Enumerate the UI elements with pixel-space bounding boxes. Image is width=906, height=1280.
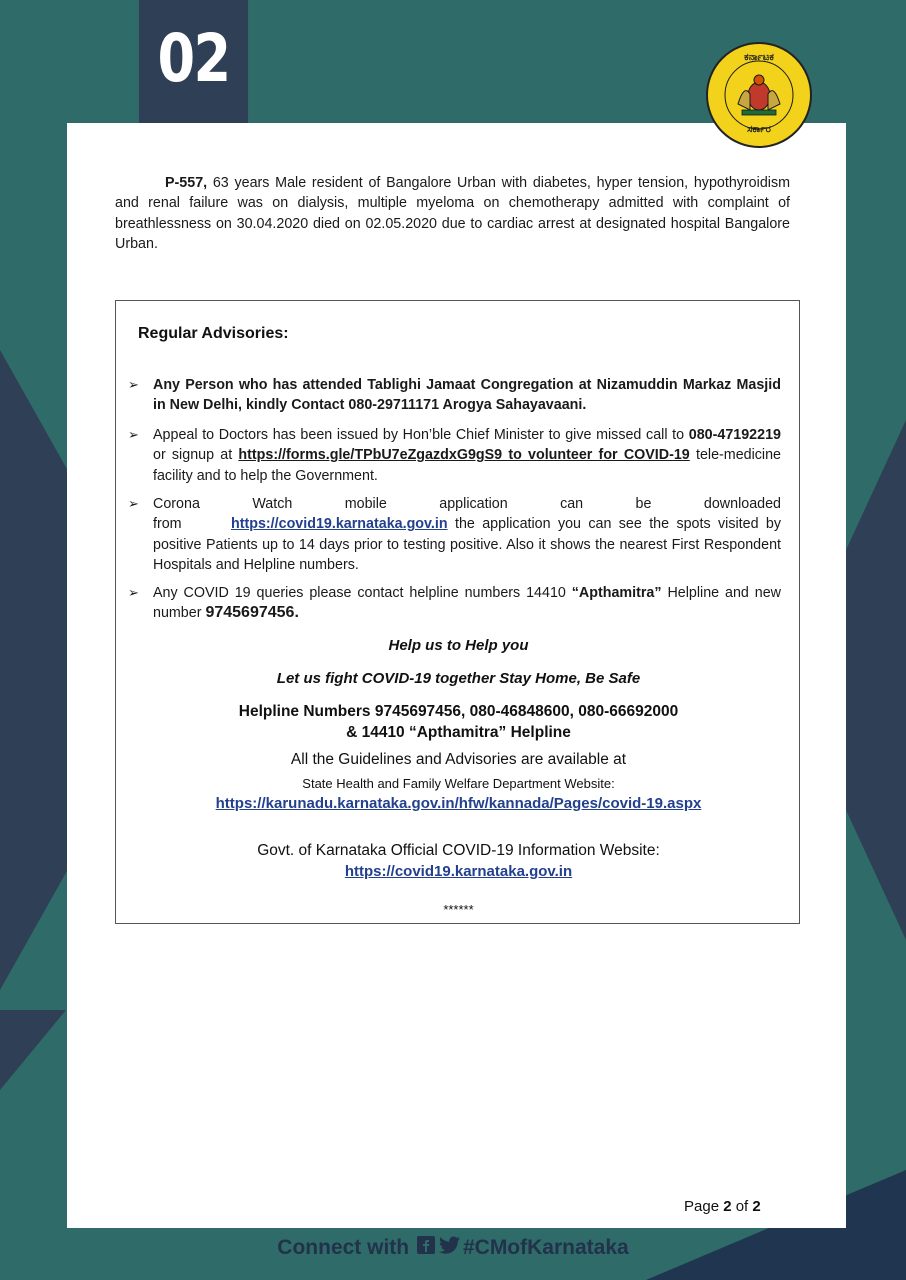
arrow-bullet-icon: ➢ (128, 585, 139, 600)
state-dept-text: State Health and Family Welfare Department Website: (302, 776, 615, 791)
bg-triangle-left-bottom (0, 1010, 66, 1090)
covid-info-link[interactable]: https://covid19.karnataka.gov.in (344, 863, 573, 880)
volunteer-form-link[interactable]: https://forms.gle/TPbU7eZgazdxG9gS9 to volunteer for COVID-19 (238, 447, 690, 464)
document-page (67, 123, 846, 1228)
helpline-numbers-cont: & 14410 “Apthamitra” Helpline (346, 724, 571, 741)
end-stars: ****** (443, 902, 474, 917)
advisory-text (153, 583, 781, 624)
footer (0, 1236, 906, 1260)
advisory-text-part: or signup at (153, 447, 239, 464)
advisory-text (153, 494, 781, 575)
hfw-website-link[interactable]: https://karunadu.karnataka.gov.in/hfw/kannada/Pages/covid-19.aspx (215, 795, 702, 812)
hashtag-label[interactable]: #CMofKarnataka (462, 1236, 629, 1259)
page-current: 2 (723, 1198, 732, 1215)
seal-top-text: ಕರ್ನಾಟಕ (744, 52, 774, 63)
advisory-text-part: Corona Watch mobile application can be downloaded from (153, 496, 781, 533)
hfw-link-line (116, 795, 801, 812)
page-prefix: Page (684, 1198, 724, 1215)
advisory-text (153, 425, 781, 486)
advisory-text-part: tele-medicine facility and to help the Government. (153, 447, 781, 484)
advisory-text-part: Appeal to Doctors has been issued by Hon’ble Chief Minister to give missed call to (153, 427, 689, 443)
covid-portal-link[interactable]: https://covid19.karnataka.gov.in (230, 516, 448, 533)
case-paragraph (115, 173, 790, 254)
advisory-text-part: Helpline and new number (153, 585, 781, 622)
apthamitra-label: “Apthamitra” (571, 585, 662, 601)
doctor-phone: 080-47192219 (688, 427, 781, 443)
helpline-numbers: Helpline Numbers 9745697456, 080-46848600, 080-66692000 (238, 703, 679, 720)
page-number-tab (139, 0, 248, 123)
facebook-icon[interactable] (417, 1236, 435, 1260)
advisory-text-part: the application you can see the spots visited by positive Patients up to 14 days prior to testing positive. Also it shows the nearest First Respondent Hospitals and Helpline numbers. (153, 516, 781, 573)
advisory-box (115, 300, 800, 924)
govt-site-text: Govt. of Karnataka Official COVID-19 Information Website: (257, 842, 660, 859)
page-tab-label: 02 (157, 20, 230, 97)
covid-link-line (116, 863, 801, 880)
case-id: P-557, (165, 175, 208, 191)
guidelines-text: All the Guidelines and Advisories are available at (290, 751, 627, 768)
fight-slogan: Let us fight COVID-19 together Stay Home, Be Safe (276, 670, 641, 687)
advisory-text: Any Person who has attended Tablighi Jamaat Congregation at Nizamuddin Markaz Masjid in New Delhi, kindly Contact 080-29711171 Arogya Sahayavaani. (153, 377, 781, 414)
page-total: 2 (752, 1198, 761, 1215)
page-of: of (731, 1198, 753, 1215)
twitter-icon[interactable] (439, 1236, 461, 1260)
seal-bottom-text: ಸರ್ಕಾರ (747, 124, 771, 135)
arrow-bullet-icon: ➢ (128, 427, 139, 442)
arrow-bullet-icon: ➢ (128, 496, 139, 511)
karnataka-seal-logo (706, 42, 812, 148)
new-helpline-number: 9745697456. (205, 604, 299, 622)
help-us-slogan: Help us to Help you (388, 637, 529, 654)
case-text: 63 years Male resident of Bangalore Urban with diabetes, hyper tension, hypothyroidism and renal failure was on dialysis, multiple myeloma on chemotherapy admitted with complaint of breathlessness on 30.04.2020 died on 02.05.2020 due to cardiac arrest at designated hospital Bangalore Urban. (115, 175, 790, 252)
arrow-bullet-icon: ➢ (128, 377, 139, 392)
connect-label: Connect with (277, 1236, 410, 1259)
advisory-heading: Regular Advisories: (138, 325, 289, 342)
advisory-text-part: Any COVID 19 queries please contact helpline numbers 14410 (153, 585, 572, 601)
page-number (684, 1198, 761, 1215)
